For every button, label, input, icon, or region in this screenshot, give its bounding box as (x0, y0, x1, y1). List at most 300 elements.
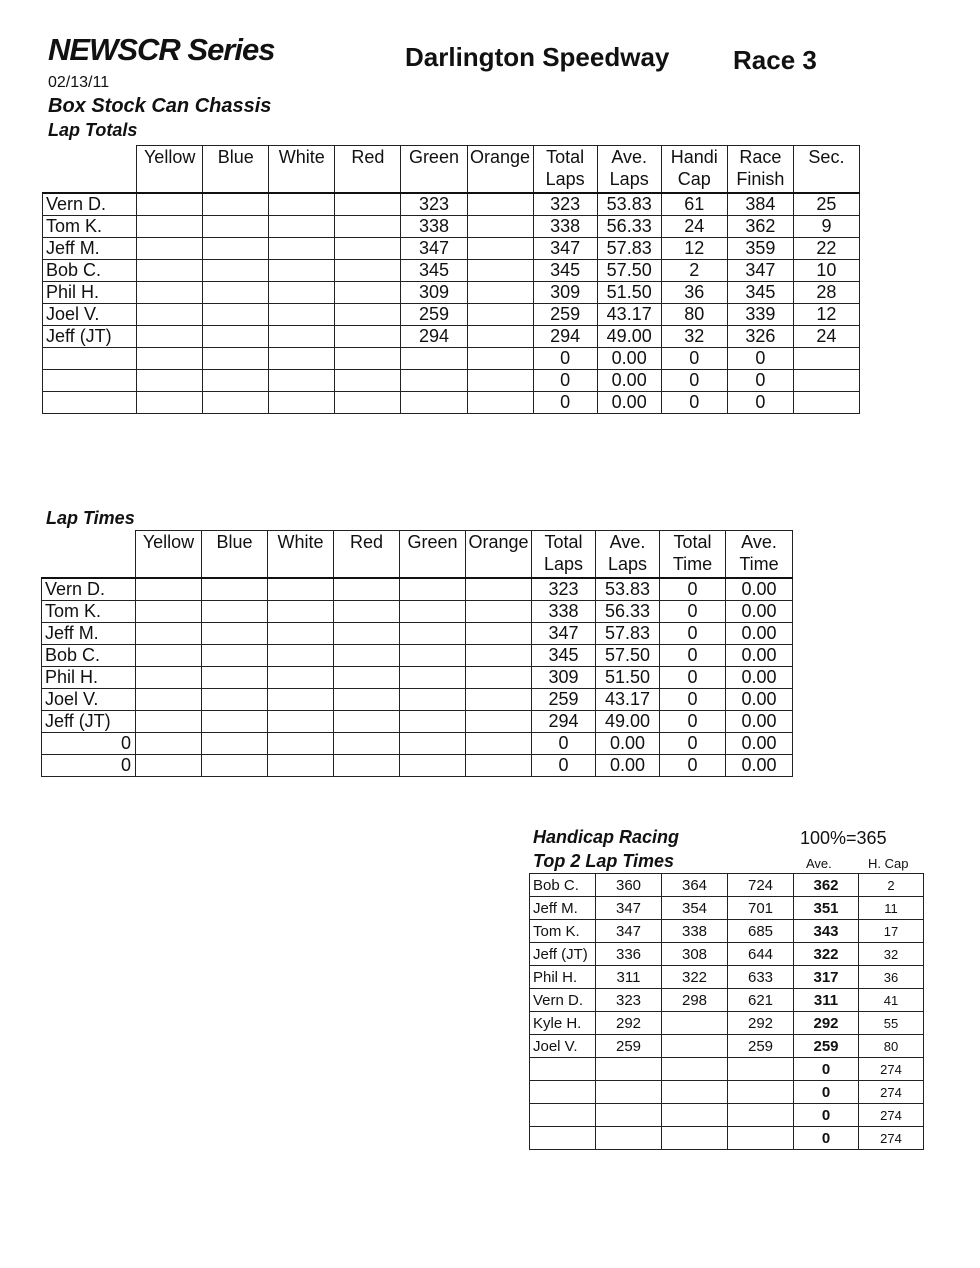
value-cell (467, 282, 533, 304)
value-cell (268, 667, 334, 689)
value-cell (466, 645, 532, 667)
value-cell: 57.83 (596, 623, 660, 645)
value-cell: 57.50 (597, 260, 661, 282)
column-header-line: Laps (545, 169, 585, 189)
value-cell (268, 733, 334, 755)
value-cell (335, 282, 401, 304)
column-header-line: Finish (736, 169, 785, 189)
lap-time-2-cell: 338 (662, 920, 728, 943)
table-row (43, 304, 860, 326)
header-row (43, 146, 860, 194)
value-cell (136, 578, 202, 601)
column-header-line: Ave. (611, 147, 648, 167)
value-cell (467, 392, 533, 414)
hcap-cell: 274 (859, 1104, 924, 1127)
value-cell (203, 193, 269, 216)
lap-time-1-cell: 336 (596, 943, 662, 966)
table-row (43, 282, 860, 304)
column-header (401, 146, 467, 194)
value-cell (401, 348, 467, 370)
value-cell (335, 238, 401, 260)
value-cell (400, 645, 466, 667)
value-cell (202, 578, 268, 601)
driver-name-cell: 0 (42, 755, 136, 777)
value-cell (136, 689, 202, 711)
column-header-line: Yellow (142, 532, 195, 552)
hcap-cell: 2 (859, 874, 924, 897)
column-header (532, 531, 596, 579)
value-cell: 309 (532, 667, 596, 689)
value-cell (466, 689, 532, 711)
value-cell (137, 260, 203, 282)
total-cell: 259 (728, 1035, 794, 1058)
driver-name-cell: Jeff M. (530, 897, 596, 920)
value-cell: 9 (793, 216, 859, 238)
value-cell (137, 193, 203, 216)
ave-cell: 351 (794, 897, 859, 920)
value-cell: 28 (793, 282, 859, 304)
value-cell: 0 (660, 601, 726, 623)
value-cell: 0 (660, 623, 726, 645)
lap-times-table (41, 530, 793, 777)
driver-name-cell: Joel V. (530, 1035, 596, 1058)
handicap-row (530, 897, 924, 920)
value-cell (334, 601, 400, 623)
value-cell: 359 (727, 238, 793, 260)
value-cell: 347 (401, 238, 467, 260)
driver-name-cell (530, 1081, 596, 1104)
value-cell: 339 (727, 304, 793, 326)
value-cell (334, 711, 400, 733)
driver-name-cell: Joel V. (43, 304, 137, 326)
lap-time-2-cell (662, 1058, 728, 1081)
lap-time-2-cell: 364 (662, 874, 728, 897)
value-cell: 57.83 (597, 238, 661, 260)
handicap-row (530, 1081, 924, 1104)
column-header-line: Green (407, 532, 458, 552)
value-cell (793, 348, 859, 370)
value-cell (137, 326, 203, 348)
value-cell: 25 (793, 193, 859, 216)
value-cell (269, 392, 335, 414)
ave-cell: 259 (794, 1035, 859, 1058)
value-cell (137, 216, 203, 238)
value-cell (203, 238, 269, 260)
value-cell (136, 755, 202, 777)
value-cell: 309 (533, 282, 597, 304)
value-cell (136, 711, 202, 733)
driver-name-cell (43, 392, 137, 414)
value-cell (269, 326, 335, 348)
table-row (42, 601, 793, 623)
value-cell: 57.50 (596, 645, 660, 667)
table-row (43, 238, 860, 260)
driver-name-cell: Vern D. (530, 989, 596, 1012)
lap-time-1-cell (596, 1104, 662, 1127)
value-cell (202, 645, 268, 667)
value-cell: 56.33 (597, 216, 661, 238)
value-cell (466, 755, 532, 777)
value-cell (335, 348, 401, 370)
column-header-line: Sec. (808, 147, 845, 167)
value-cell: 0 (533, 348, 597, 370)
value-cell (400, 667, 466, 689)
value-cell: 347 (532, 623, 596, 645)
value-cell (137, 370, 203, 392)
race-number: Race 3 (733, 45, 817, 75)
table-row (43, 370, 860, 392)
driver-name-cell: Jeff (JT) (42, 711, 136, 733)
value-cell (137, 282, 203, 304)
column-header-line: Handi (670, 147, 718, 167)
value-cell: 32 (661, 326, 727, 348)
value-cell: 0 (660, 733, 726, 755)
value-cell: 43.17 (596, 689, 660, 711)
value-cell: 0 (532, 755, 596, 777)
value-cell (400, 601, 466, 623)
column-header-line: Ave. (741, 532, 777, 552)
driver-name-cell: Jeff M. (42, 623, 136, 645)
value-cell (466, 667, 532, 689)
handicap-row (530, 1104, 924, 1127)
value-cell (269, 216, 335, 238)
value-cell: 0.00 (726, 711, 793, 733)
column-header (400, 531, 466, 579)
column-header-line: Green (408, 147, 459, 167)
header-corner (43, 146, 137, 194)
value-cell (202, 733, 268, 755)
value-cell: 12 (661, 238, 727, 260)
value-cell: 51.50 (597, 282, 661, 304)
value-cell (268, 689, 334, 711)
value-cell (467, 260, 533, 282)
column-header (596, 531, 660, 579)
value-cell: 0.00 (726, 578, 793, 601)
column-header-line: Orange (468, 532, 529, 552)
value-cell: 0 (727, 392, 793, 414)
value-cell: 345 (401, 260, 467, 282)
value-cell: 0.00 (726, 689, 793, 711)
handicap-hcap-label: H. Cap (868, 856, 909, 871)
value-cell: 0.00 (596, 733, 660, 755)
value-cell: 56.33 (596, 601, 660, 623)
lap-time-1-cell: 259 (596, 1035, 662, 1058)
value-cell: 362 (727, 216, 793, 238)
value-cell (268, 755, 334, 777)
total-cell: 633 (728, 966, 794, 989)
value-cell (202, 601, 268, 623)
value-cell: 294 (532, 711, 596, 733)
value-cell: 24 (793, 326, 859, 348)
column-header (793, 146, 859, 194)
value-cell: 326 (727, 326, 793, 348)
table-row (43, 348, 860, 370)
hcap-cell: 274 (859, 1058, 924, 1081)
column-header-line: Yellow (143, 147, 196, 167)
value-cell (268, 601, 334, 623)
value-cell: 384 (727, 193, 793, 216)
value-cell: 347 (727, 260, 793, 282)
value-cell: 0 (727, 370, 793, 392)
value-cell (203, 304, 269, 326)
column-header (660, 531, 726, 579)
value-cell (203, 326, 269, 348)
value-cell: 0 (533, 370, 597, 392)
value-cell (466, 578, 532, 601)
hcap-cell: 41 (859, 989, 924, 1012)
table-row (42, 667, 793, 689)
table-row (42, 689, 793, 711)
header-corner (42, 531, 136, 579)
value-cell (335, 260, 401, 282)
value-cell (269, 238, 335, 260)
value-cell: 0.00 (726, 667, 793, 689)
value-cell (202, 755, 268, 777)
value-cell (335, 392, 401, 414)
value-cell: 309 (401, 282, 467, 304)
handicap-row (530, 1058, 924, 1081)
value-cell (334, 623, 400, 645)
value-cell (401, 392, 467, 414)
lap-times-title: Lap Times (46, 508, 135, 528)
value-cell: 49.00 (596, 711, 660, 733)
value-cell: 2 (661, 260, 727, 282)
value-cell (136, 667, 202, 689)
value-cell (269, 260, 335, 282)
handicap-row (530, 874, 924, 897)
lap-time-1-cell: 360 (596, 874, 662, 897)
lap-time-1-cell: 347 (596, 897, 662, 920)
value-cell: 43.17 (597, 304, 661, 326)
column-header (269, 146, 335, 194)
value-cell: 0.00 (726, 755, 793, 777)
table-row (43, 392, 860, 414)
column-header (661, 146, 727, 194)
value-cell (203, 260, 269, 282)
lap-time-1-cell: 311 (596, 966, 662, 989)
total-cell: 685 (728, 920, 794, 943)
value-cell: 0 (660, 689, 726, 711)
value-cell (269, 348, 335, 370)
driver-name-cell: Phil H. (43, 282, 137, 304)
value-cell: 0 (660, 755, 726, 777)
handicap-row (530, 989, 924, 1012)
column-header (726, 531, 793, 579)
value-cell: 345 (727, 282, 793, 304)
lap-time-2-cell (662, 1012, 728, 1035)
value-cell (466, 623, 532, 645)
lap-totals-table (42, 145, 860, 414)
table-row (42, 623, 793, 645)
column-header (334, 531, 400, 579)
value-cell: 259 (533, 304, 597, 326)
column-header (268, 531, 334, 579)
driver-name-cell: Jeff (JT) (530, 943, 596, 966)
column-header (467, 146, 533, 194)
hcap-cell: 17 (859, 920, 924, 943)
value-cell (136, 623, 202, 645)
handicap-row (530, 1012, 924, 1035)
column-header-line: Total (544, 532, 583, 552)
driver-name-cell: 0 (42, 733, 136, 755)
hcap-cell: 11 (859, 897, 924, 920)
value-cell (203, 216, 269, 238)
value-cell (334, 645, 400, 667)
value-cell (269, 282, 335, 304)
total-cell (728, 1127, 794, 1150)
value-cell (467, 238, 533, 260)
value-cell (137, 238, 203, 260)
lap-totals-title: Lap Totals (48, 120, 138, 140)
value-cell (203, 348, 269, 370)
value-cell: 51.50 (596, 667, 660, 689)
value-cell (203, 392, 269, 414)
total-cell: 701 (728, 897, 794, 920)
value-cell (335, 216, 401, 238)
total-cell: 621 (728, 989, 794, 1012)
value-cell: 10 (793, 260, 859, 282)
value-cell (467, 326, 533, 348)
hcap-cell: 274 (859, 1081, 924, 1104)
column-header (136, 531, 202, 579)
value-cell (203, 282, 269, 304)
driver-name-cell: Vern D. (42, 578, 136, 601)
ave-cell: 0 (794, 1081, 859, 1104)
total-cell: 724 (728, 874, 794, 897)
value-cell (136, 733, 202, 755)
lap-time-1-cell (596, 1127, 662, 1150)
value-cell (335, 193, 401, 216)
value-cell (269, 304, 335, 326)
value-cell (793, 392, 859, 414)
value-cell: 259 (532, 689, 596, 711)
ave-cell: 311 (794, 989, 859, 1012)
lap-time-2-cell: 354 (662, 897, 728, 920)
lap-time-2-cell (662, 1035, 728, 1058)
class-name: Box Stock Can Chassis (48, 95, 272, 117)
table-row (42, 578, 793, 601)
race-date: 02/13/11 (48, 74, 110, 91)
value-cell: 36 (661, 282, 727, 304)
value-cell: 0 (661, 348, 727, 370)
table-row (42, 733, 793, 755)
value-cell: 0 (660, 667, 726, 689)
ave-cell: 0 (794, 1127, 859, 1150)
value-cell (467, 304, 533, 326)
value-cell (137, 304, 203, 326)
value-cell: 0 (660, 711, 726, 733)
driver-name-cell: Bob C. (42, 645, 136, 667)
driver-name-cell: Kyle H. (530, 1012, 596, 1035)
lap-time-1-cell (596, 1081, 662, 1104)
column-header-line: Time (739, 554, 779, 574)
handicap-row (530, 943, 924, 966)
ave-cell: 322 (794, 943, 859, 966)
lap-time-2-cell: 308 (662, 943, 728, 966)
column-header (335, 146, 401, 194)
value-cell: 0.00 (597, 348, 661, 370)
column-header-line: Red (351, 147, 385, 167)
driver-name-cell: Tom K. (530, 920, 596, 943)
value-cell (793, 370, 859, 392)
lap-time-2-cell: 298 (662, 989, 728, 1012)
driver-name-cell: Jeff M. (43, 238, 137, 260)
column-header (466, 531, 532, 579)
handicap-row (530, 920, 924, 943)
value-cell: 0.00 (726, 645, 793, 667)
value-cell (401, 370, 467, 392)
value-cell: 0.00 (596, 755, 660, 777)
value-cell: 80 (661, 304, 727, 326)
value-cell (268, 578, 334, 601)
value-cell (334, 689, 400, 711)
value-cell (202, 689, 268, 711)
value-cell (400, 711, 466, 733)
value-cell (335, 370, 401, 392)
handicap-subtitle: Top 2 Lap Times (533, 851, 675, 871)
value-cell (136, 601, 202, 623)
value-cell: 0 (661, 370, 727, 392)
handicap-ave-label: Ave. (806, 856, 832, 871)
column-header (533, 146, 597, 194)
value-cell: 0 (727, 348, 793, 370)
column-header (203, 146, 269, 194)
driver-name-cell: Bob C. (43, 260, 137, 282)
column-header-line: Blue (216, 532, 253, 552)
value-cell (269, 193, 335, 216)
column-header-line: Laps (607, 554, 648, 574)
value-cell: 61 (661, 193, 727, 216)
total-cell (728, 1081, 794, 1104)
value-cell (400, 689, 466, 711)
lap-time-1-cell: 323 (596, 989, 662, 1012)
column-header (137, 146, 203, 194)
value-cell: 49.00 (597, 326, 661, 348)
column-header (727, 146, 793, 194)
value-cell: 0.00 (597, 392, 661, 414)
column-header-line: Laps (543, 554, 584, 574)
value-cell: 345 (533, 260, 597, 282)
ave-cell: 317 (794, 966, 859, 989)
value-cell (203, 370, 269, 392)
value-cell (466, 733, 532, 755)
value-cell: 0.00 (597, 370, 661, 392)
table-row (42, 755, 793, 777)
handicap-table (529, 873, 924, 1150)
driver-name-cell: Tom K. (43, 216, 137, 238)
value-cell: 323 (532, 578, 596, 601)
value-cell (400, 623, 466, 645)
value-cell (335, 304, 401, 326)
column-header-line: Total (546, 147, 585, 167)
value-cell: 338 (532, 601, 596, 623)
value-cell (269, 370, 335, 392)
value-cell: 12 (793, 304, 859, 326)
handicap-row (530, 966, 924, 989)
driver-name-cell (530, 1127, 596, 1150)
driver-name-cell (530, 1058, 596, 1081)
venue-title: Darlington Speedway (405, 42, 670, 72)
value-cell (202, 667, 268, 689)
handicap-row (530, 1127, 924, 1150)
value-cell (202, 623, 268, 645)
table-row (42, 711, 793, 733)
driver-name-cell: Joel V. (42, 689, 136, 711)
lap-time-1-cell: 347 (596, 920, 662, 943)
ave-cell: 292 (794, 1012, 859, 1035)
value-cell: 323 (533, 193, 597, 216)
column-header-line: Total (673, 532, 712, 552)
